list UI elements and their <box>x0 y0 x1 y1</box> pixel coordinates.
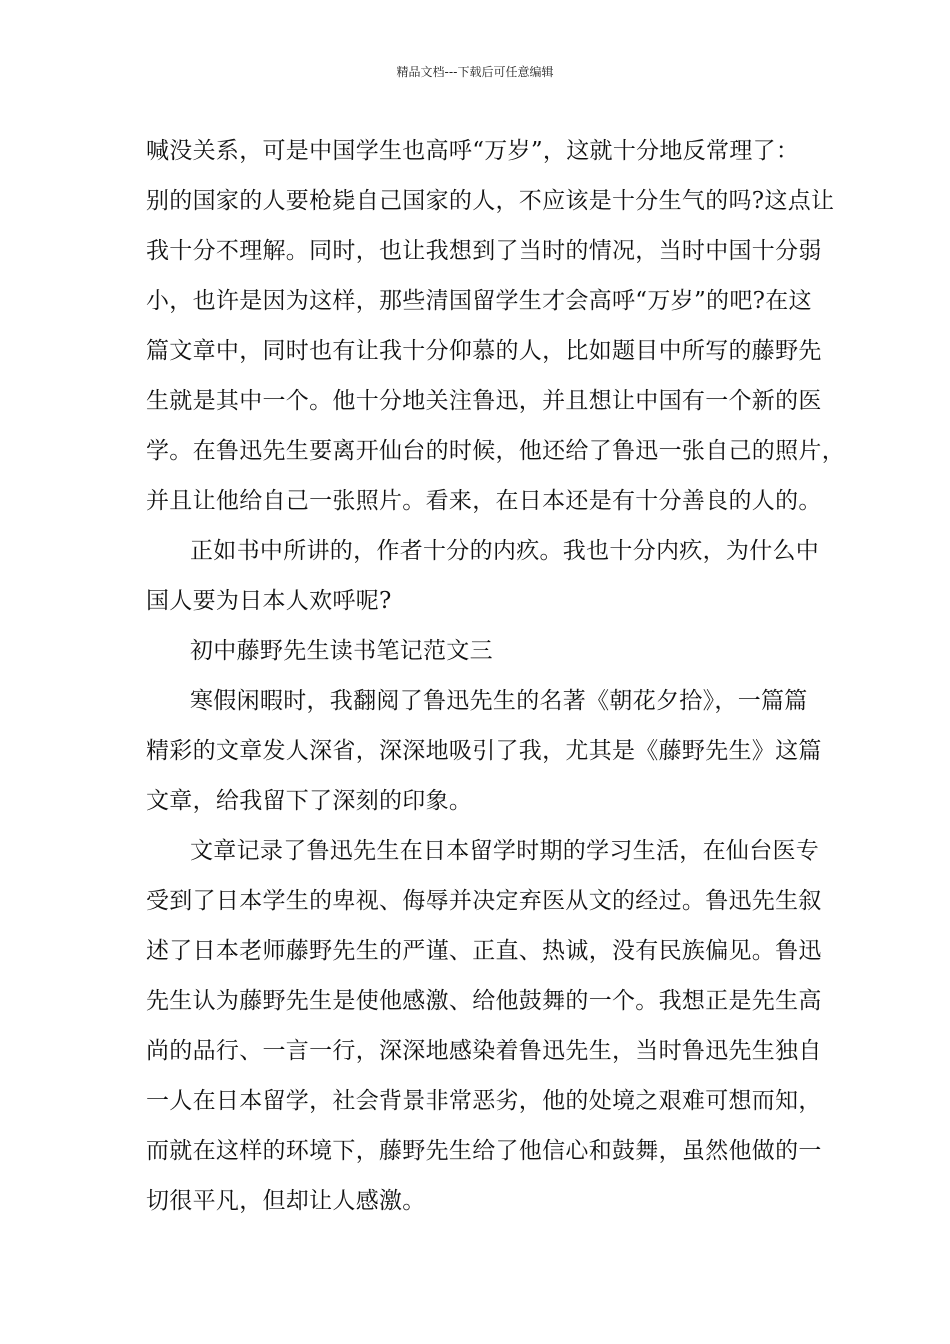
section-heading: 初中藤野先生读书笔记范文三 <box>190 638 493 664</box>
text-line: 一人在日本留学，社会背景非常恶劣，他的处境之艰难可想而知， <box>146 1088 822 1114</box>
text-line: 国人要为日本人欢呼呢? <box>146 588 392 614</box>
paragraph-start-line: 文章记录了鲁迅先生在日本留学时期的学习生活，在仙台医专 <box>190 838 820 864</box>
text-line: 尚的品行、一言一行，深深地感染着鲁迅先生，当时鲁迅先生独自 <box>146 1038 822 1064</box>
text-line: 切很平凡，但却让人感激。 <box>146 1188 426 1214</box>
text-line: 生就是其中一个。他十分地关注鲁迅，并且想让中国有一个新的医 <box>146 388 822 414</box>
text-line: 先生认为藤野先生是使他感激、给他鼓舞的一个。我想正是先生高 <box>146 988 822 1014</box>
text-line: 述了日本老师藤野先生的严谨、正直、热诚，没有民族偏见。鲁迅 <box>146 938 822 964</box>
paragraph-start-line: 寒假闲暇时，我翻阅了鲁迅先生的名著《朝花夕拾》，一篇篇 <box>190 688 808 714</box>
text-line: 小，也许是因为这样，那些清国留学生才会高呼“万岁”的吧?在这 <box>146 288 812 314</box>
text-line: 学。在鲁迅先生要离开仙台的时候，他还给了鲁迅一张自己的照片， <box>146 438 845 464</box>
text-line: 篇文章中，同时也有让我十分仰慕的人，比如题目中所写的藤野先 <box>146 338 822 364</box>
text-line: 喊没关系，可是中国学生也高呼“万岁”，这就十分地反常理了： <box>146 138 800 164</box>
page-header: 精品文档---下载后可任意编辑 <box>396 65 554 79</box>
text-line: 并且让他给自己一张照片。看来，在日本还是有十分善良的人的。 <box>146 488 822 514</box>
text-line: 精彩的文章发人深省，深深地吸引了我，尤其是《藤野先生》这篇 <box>146 738 822 764</box>
text-line: 我十分不理解。同时，也让我想到了当时的情况，当时中国十分弱 <box>146 238 822 264</box>
text-line: 文章，给我留下了深刻的印象。 <box>146 788 473 814</box>
text-line: 别的国家的人要枪毙自己国家的人，不应该是十分生气的吗?这点让 <box>146 188 835 214</box>
paragraph-start-line: 正如书中所讲的，作者十分的内疚。我也十分内疚，为什么中 <box>190 538 820 564</box>
text-line: 而就在这样的环境下，藤野先生给了他信心和鼓舞，虽然他做的一 <box>146 1138 822 1164</box>
text-line: 受到了日本学生的卑视、侮辱并决定弃医从文的经过。鲁迅先生叙 <box>146 888 822 914</box>
